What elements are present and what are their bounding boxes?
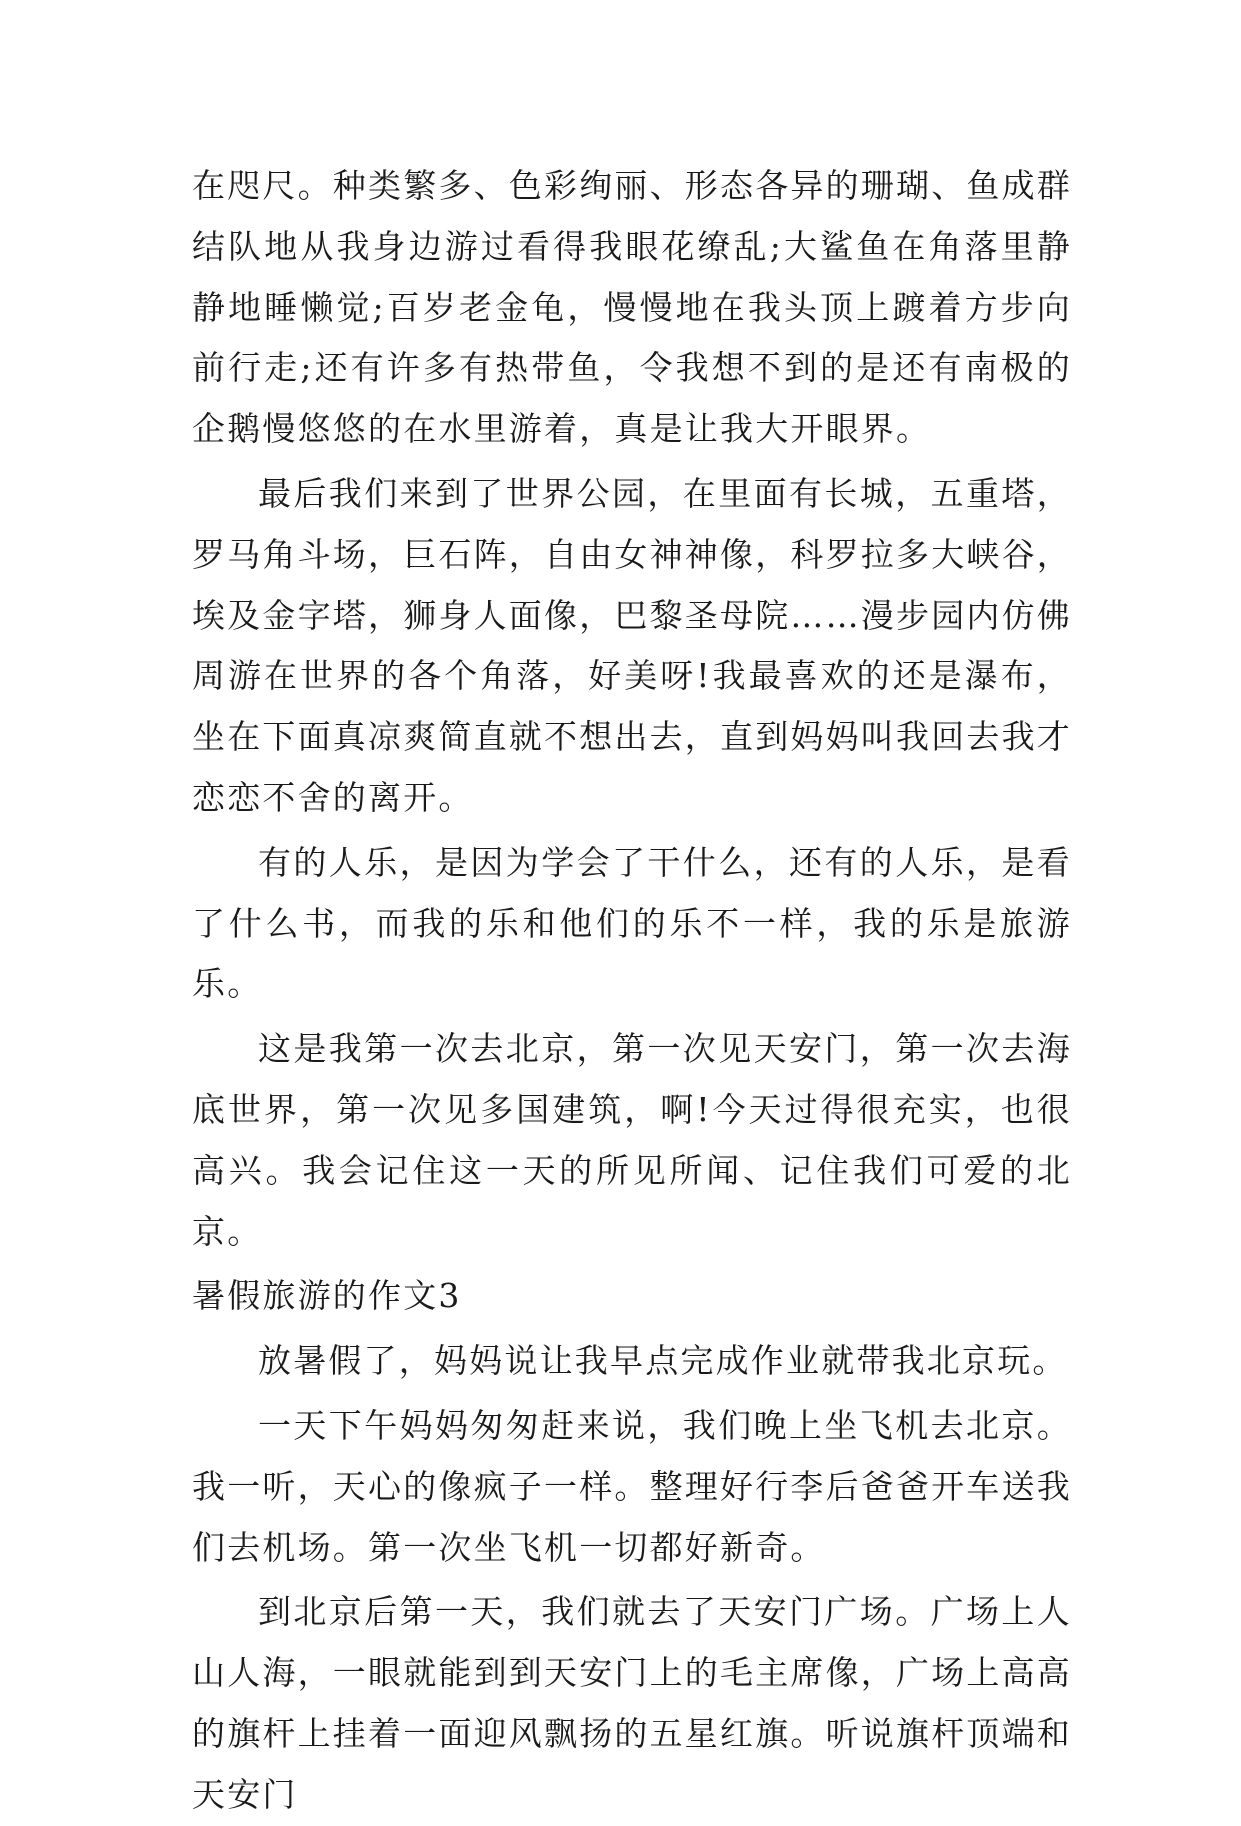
paragraph-3: 有的人乐，是因为学会了干什么，还有的人乐，是看了什么书，而我的乐和他们的乐不一样，我的乐是旅游乐。: [192, 842, 1072, 1004]
section-heading: 暑假旅游的作文3: [192, 1276, 462, 1316]
paragraph-4: 这是我第一次去北京，第一次见天安门，第一次去海底世界，第一次见多国建筑，啊!今天过得很充实，也很高兴。我会记住这一天的所见所闻、记住我们可爱的北京。: [192, 1029, 1072, 1251]
paragraph-6: 一天下午妈妈匆匆赶来说，我们晚上坐飞机去北京。我一听，天心的像疯子一样。整理好行李后爸爸开车送我们去机场。第一次坐飞机一切都好新奇。: [192, 1405, 1072, 1567]
paragraph-5: 放暑假了，妈妈说让我早点完成作业就带我北京玩。: [258, 1341, 1068, 1381]
paragraph-1: 在咫尺。种类繁多、色彩绚丽、形态各异的珊瑚、鱼成群结队地从我身边游过看得我眼花缭乱;大鲨鱼在角落里静静地睡懒觉;百岁老金龟，慢慢地在我头顶上踱着方步向前行走;还有许多有热带鱼，令我想不到的是还有南极的企鹅慢悠悠的在水里游着，真是让我大开眼界。: [192, 166, 1072, 449]
paragraph-7: 到北京后第一天，我们就去了天安门广场。广场上人山人海，一眼就能到到天安门上的毛主席像，广场上高高的旗杆上挂着一面迎风飘扬的五星红旗。听说旗杆顶端和天安门: [192, 1592, 1072, 1814]
document-body: [192, 156, 1072, 1826]
paragraph-2: 最后我们来到了世界公园，在里面有长城，五重塔，罗马角斗场，巨石阵，自由女神神像，科罗拉多大峡谷，埃及金字塔，狮身人面像，巴黎圣母院……漫步园内仿佛周游在世界的各个角落，好美呀!我最喜欢的还是瀑布，坐在下面真凉爽简直就不想出去，直到妈妈叫我回去我才恋恋不舍的离开。: [192, 473, 1072, 817]
